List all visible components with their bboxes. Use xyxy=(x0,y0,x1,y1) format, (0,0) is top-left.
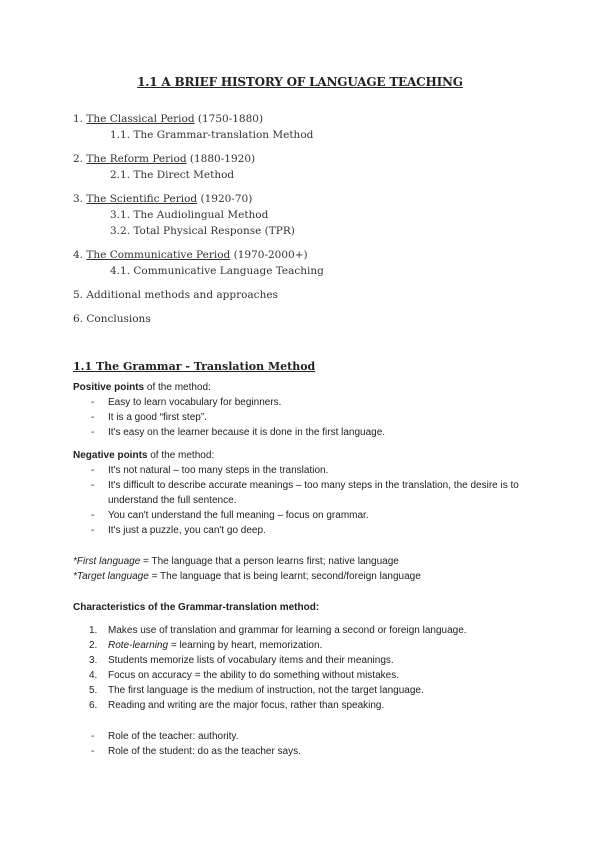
toc-item xyxy=(73,312,324,327)
list-item xyxy=(73,638,543,653)
item-number: 4. xyxy=(89,670,98,681)
toc-range: (1750-1880) xyxy=(197,113,264,125)
item-text: Students memorize lists of vocabulary items and their meanings. xyxy=(108,655,394,666)
item-number: 6. xyxy=(89,700,98,711)
toc-subitem: 1.1. The Grammar-translation Method xyxy=(110,129,314,141)
item-text: = learning by heart, memorization. xyxy=(168,640,323,651)
toc-number: 1. xyxy=(73,113,84,125)
item-text: The first language is the medium of instruction, not the target language. xyxy=(108,685,424,696)
negative-heading-line xyxy=(73,448,543,463)
definition-term: *First language xyxy=(73,556,141,567)
list-item: - It's just a puzzle, you can't go deep. xyxy=(73,523,543,538)
section-body xyxy=(73,380,543,759)
list-item xyxy=(73,683,543,698)
list-item: - It's not natural – too many steps in the translation. xyxy=(73,463,543,478)
list-item: - It's difficult to describe accurate meanings – too many steps in the translation, the desire is to understand the full sentence. xyxy=(73,478,543,508)
toc-subitem: 3.1. The Audiolingual Method xyxy=(110,209,269,221)
toc-range: (1880-1920) xyxy=(189,153,256,165)
item-text: Focus on accuracy = the ability to do something without mistakes. xyxy=(108,670,399,681)
characteristics-heading-line xyxy=(73,600,543,615)
roles-list xyxy=(73,729,543,759)
table-of-contents xyxy=(73,112,324,327)
item-term: Rote-learning xyxy=(108,640,169,651)
toc-range: (1920-70) xyxy=(200,193,253,205)
list-item xyxy=(73,668,543,683)
list-item xyxy=(73,698,543,713)
definition xyxy=(73,554,543,569)
toc-item xyxy=(73,152,324,167)
toc-link[interactable]: The Scientific Period xyxy=(86,193,198,205)
toc-item xyxy=(73,112,324,127)
toc-subitem: 3.2. Total Physical Response (TPR) xyxy=(110,225,295,237)
toc-item xyxy=(73,192,324,207)
negative-list xyxy=(73,463,543,538)
toc-link[interactable]: The Reform Period xyxy=(86,153,187,165)
item-number: 1. xyxy=(89,625,98,636)
toc-text: Additional methods and approaches xyxy=(86,289,278,301)
toc-range: (1970-2000+) xyxy=(233,249,308,261)
positive-heading-line xyxy=(73,380,543,395)
toc-text: Conclusions xyxy=(86,313,151,325)
toc-item xyxy=(73,248,324,263)
list-item xyxy=(73,623,543,638)
list-item: - You can't understand the full meaning – focus on grammar. xyxy=(73,508,543,523)
item-text: Makes use of translation and grammar for learning a second or foreign language. xyxy=(108,625,467,636)
item-number: 3. xyxy=(89,655,98,666)
characteristics-list xyxy=(73,623,543,713)
positive-suffix: of the method: xyxy=(144,382,211,393)
list-item: - It is a good “first step”. xyxy=(73,410,543,425)
toc-number: 4. xyxy=(73,249,84,261)
list-item: - Role of the student: do as the teacher says. xyxy=(73,744,543,759)
characteristics-heading: Characteristics of the Grammar-translation method: xyxy=(73,602,320,613)
toc-link[interactable]: The Communicative Period xyxy=(86,249,231,261)
item-number: 2. xyxy=(89,640,98,651)
toc-link[interactable]: The Classical Period xyxy=(86,113,195,125)
list-item xyxy=(73,653,543,668)
toc-number: 6. xyxy=(73,313,84,325)
list-item: - It's easy on the learner because it is done in the first language. xyxy=(73,425,543,440)
toc-number: 3. xyxy=(73,193,84,205)
toc-item xyxy=(73,288,324,303)
item-text: Reading and writing are the major focus, rather than speaking. xyxy=(108,700,385,711)
definition xyxy=(73,569,543,584)
section-title: 1.1 The Grammar - Translation Method xyxy=(73,360,316,373)
list-item: - Role of the teacher: authority. xyxy=(73,729,543,744)
toc-number: 2. xyxy=(73,153,84,165)
definition-text: = The language that is being learnt; second/foreign language xyxy=(148,571,421,582)
list-item: - Easy to learn vocabulary for beginners. xyxy=(73,395,543,410)
toc-subitem: 2.1. The Direct Method xyxy=(110,169,235,181)
item-number: 5. xyxy=(89,685,98,696)
positive-heading: Positive points xyxy=(73,382,145,393)
definition-text: = The language that a person learns first; native language xyxy=(140,556,399,567)
negative-heading: Negative points xyxy=(73,450,148,461)
toc-number: 5. xyxy=(73,289,84,301)
negative-suffix: of the method: xyxy=(147,450,215,461)
definition-term: *Target language xyxy=(73,571,149,582)
toc-subitem: 4.1. Communicative Language Teaching xyxy=(110,265,324,277)
positive-list xyxy=(73,395,543,440)
document-title: 1.1 A BRIEF HISTORY OF LANGUAGE TEACHING xyxy=(137,75,463,89)
